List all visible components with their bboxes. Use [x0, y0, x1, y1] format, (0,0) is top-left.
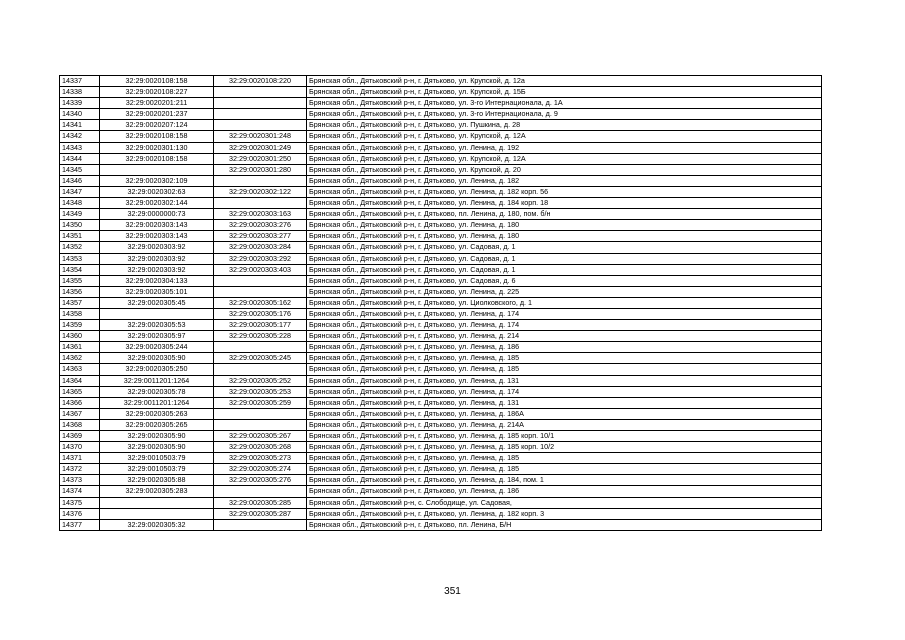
- table-row: [60, 431, 822, 442]
- row-number-cell: 14361: [60, 342, 100, 353]
- cadastral-table: [59, 75, 822, 531]
- address-cell: Брянская обл., Дятьковский р-н, г. Дятьково, ул. Садовая, д. 1: [307, 253, 822, 264]
- object-cadastral-number-cell: 32:29:0020305:162: [214, 297, 307, 308]
- object-cadastral-number-cell: [214, 364, 307, 375]
- table-row: [60, 508, 822, 519]
- row-number-cell: 14373: [60, 475, 100, 486]
- object-cadastral-number-cell: [214, 87, 307, 98]
- row-number-cell: 14366: [60, 397, 100, 408]
- table-row: [60, 320, 822, 331]
- row-number-cell: 14343: [60, 142, 100, 153]
- object-cadastral-number-cell: 32:29:0020305:177: [214, 320, 307, 331]
- address-cell: Брянская обл., Дятьковский р-н, г. Дятьково, ул. Ленина, д. 185: [307, 464, 822, 475]
- cadastral-number-cell: 32:29:0020305:283: [100, 486, 214, 497]
- object-cadastral-number-cell: [214, 342, 307, 353]
- row-number-cell: 14377: [60, 519, 100, 530]
- row-number-cell: 14362: [60, 353, 100, 364]
- row-number-cell: 14372: [60, 464, 100, 475]
- table-row: [60, 76, 822, 87]
- cadastral-number-cell: 32:29:0020201:211: [100, 98, 214, 109]
- address-cell: Брянская обл., Дятьковский р-н, г. Дятьково, ул. Ленина, д. 180: [307, 231, 822, 242]
- row-number-cell: 14340: [60, 109, 100, 120]
- row-number-cell: 14348: [60, 198, 100, 209]
- row-number-cell: 14353: [60, 253, 100, 264]
- table-row: [60, 142, 822, 153]
- object-cadastral-number-cell: 32:29:0020305:285: [214, 497, 307, 508]
- cadastral-number-cell: 32:29:0010503:79: [100, 464, 214, 475]
- object-cadastral-number-cell: 32:29:0020108:220: [214, 76, 307, 87]
- address-cell: Брянская обл., Дятьковский р-н, г. Дятьково, ул. Крупской, д. 15Б: [307, 87, 822, 98]
- address-cell: Брянская обл., Дятьковский р-н, г. Дятьково, ул. Ленина, д. 184 корп. 18: [307, 198, 822, 209]
- row-number-cell: 14367: [60, 408, 100, 419]
- table-row: [60, 164, 822, 175]
- address-cell: Брянская обл., Дятьковский р-н, г. Дятьково, ул. Ленина, д. 185: [307, 364, 822, 375]
- row-number-cell: 14337: [60, 76, 100, 87]
- cadastral-number-cell: 32:29:0020304:133: [100, 275, 214, 286]
- object-cadastral-number-cell: 32:29:0020305:268: [214, 442, 307, 453]
- address-cell: Брянская обл., Дятьковский р-н, г. Дятьково, пл. Ленина, Б/Н: [307, 519, 822, 530]
- row-number-cell: 14338: [60, 87, 100, 98]
- cadastral-number-cell: 32:29:0020108:227: [100, 87, 214, 98]
- address-cell: Брянская обл., Дятьковский р-н, г. Дятьково, ул. Ленина, д. 182: [307, 175, 822, 186]
- cadastral-number-cell: [100, 497, 214, 508]
- object-cadastral-number-cell: [214, 198, 307, 209]
- address-cell: Брянская обл., Дятьковский р-н, г. Дятьково, ул. Ленина, д. 225: [307, 286, 822, 297]
- object-cadastral-number-cell: 32:29:0020303:276: [214, 220, 307, 231]
- cadastral-number-cell: 32:29:0020303:143: [100, 220, 214, 231]
- table-row: [60, 342, 822, 353]
- table-row: [60, 353, 822, 364]
- row-number-cell: 14352: [60, 242, 100, 253]
- cadastral-number-cell: 32:29:0011201:1264: [100, 397, 214, 408]
- row-number-cell: 14339: [60, 98, 100, 109]
- table-row: [60, 308, 822, 319]
- address-cell: Брянская обл., Дятьковский р-н, г. Дятьково, ул. Ленина, д. 185 корп. 10/2: [307, 442, 822, 453]
- row-number-cell: 14370: [60, 442, 100, 453]
- object-cadastral-number-cell: [214, 419, 307, 430]
- cadastral-number-cell: 32:29:0020303:92: [100, 264, 214, 275]
- object-cadastral-number-cell: [214, 98, 307, 109]
- cadastral-number-cell: 32:29:0020305:263: [100, 408, 214, 419]
- table-row: [60, 486, 822, 497]
- cadastral-number-cell: 32:29:0020305:90: [100, 442, 214, 453]
- cadastral-number-cell: 32:29:0000000:73: [100, 209, 214, 220]
- address-cell: Брянская обл., Дятьковский р-н, г. Дятьково, ул. Ленина, д. 214А: [307, 419, 822, 430]
- address-cell: Брянская обл., Дятьковский р-н, г. Дятьково, ул. Крупской, д. 12а: [307, 76, 822, 87]
- object-cadastral-number-cell: [214, 286, 307, 297]
- row-number-cell: 14375: [60, 497, 100, 508]
- address-cell: Брянская обл., Дятьковский р-н, г. Дятьково, ул. Садовая, д. 6: [307, 275, 822, 286]
- row-number-cell: 14358: [60, 308, 100, 319]
- table-row: [60, 419, 822, 430]
- table-row: [60, 297, 822, 308]
- table-row: [60, 209, 822, 220]
- address-cell: Брянская обл., Дятьковский р-н, г. Дятьково, ул. Ленина, д. 185 корп. 10/1: [307, 431, 822, 442]
- cadastral-number-cell: 32:29:0020305:90: [100, 353, 214, 364]
- object-cadastral-number-cell: [214, 519, 307, 530]
- row-number-cell: 14350: [60, 220, 100, 231]
- row-number-cell: 14351: [60, 231, 100, 242]
- object-cadastral-number-cell: [214, 120, 307, 131]
- address-cell: Брянская обл., Дятьковский р-н, г. Дятьково, ул. Ленина, д. 214: [307, 331, 822, 342]
- row-number-cell: 14344: [60, 153, 100, 164]
- object-cadastral-number-cell: 32:29:0020301:249: [214, 142, 307, 153]
- object-cadastral-number-cell: [214, 175, 307, 186]
- address-cell: Брянская обл., Дятьковский р-н, г. Дятьково, ул. Ленина, д. 174: [307, 386, 822, 397]
- object-cadastral-number-cell: 32:29:0020305:228: [214, 331, 307, 342]
- address-cell: Брянская обл., Дятьковский р-н, г. Дятьково, ул. Ленина, д. 192: [307, 142, 822, 153]
- address-cell: Брянская обл., Дятьковский р-н, г. Дятьково, ул. Пушкина, д. 28: [307, 120, 822, 131]
- object-cadastral-number-cell: [214, 486, 307, 497]
- object-cadastral-number-cell: 32:29:0020305:245: [214, 353, 307, 364]
- address-cell: Брянская обл., Дятьковский р-н, г. Дятьково, ул. Ленина, д. 174: [307, 308, 822, 319]
- address-cell: Брянская обл., Дятьковский р-н, с. Слободище, ул. Садовая,: [307, 497, 822, 508]
- address-cell: Брянская обл., Дятьковский р-н, г. Дятьково, ул. Ленина, д. 185: [307, 453, 822, 464]
- cadastral-number-cell: 32:29:0020305:97: [100, 331, 214, 342]
- cadastral-number-cell: 32:29:0020305:244: [100, 342, 214, 353]
- table-row: [60, 253, 822, 264]
- address-cell: Брянская обл., Дятьковский р-н, г. Дятьково, ул. Ленина, д. 186: [307, 486, 822, 497]
- object-cadastral-number-cell: 32:29:0020305:274: [214, 464, 307, 475]
- row-number-cell: 14360: [60, 331, 100, 342]
- cadastral-number-cell: 32:29:0020305:250: [100, 364, 214, 375]
- cadastral-number-cell: 32:29:0020201:237: [100, 109, 214, 120]
- table-row: [60, 286, 822, 297]
- row-number-cell: 14364: [60, 375, 100, 386]
- object-cadastral-number-cell: 32:29:0020302:122: [214, 186, 307, 197]
- address-cell: Брянская обл., Дятьковский р-н, г. Дятьково, ул. Ленина, д. 186А: [307, 408, 822, 419]
- table-row: [60, 87, 822, 98]
- cadastral-number-cell: 32:29:0020108:158: [100, 153, 214, 164]
- address-cell: Брянская обл., Дятьковский р-н, г. Дятьково, ул. Ленина, д. 174: [307, 320, 822, 331]
- object-cadastral-number-cell: 32:29:0020305:287: [214, 508, 307, 519]
- table-row: [60, 186, 822, 197]
- address-cell: Брянская обл., Дятьковский р-н, г. Дятьково, ул. 3-го Интернационала, д. 9: [307, 109, 822, 120]
- address-cell: Брянская обл., Дятьковский р-н, г. Дятьково, ул. 3-го Интернационала, д. 1А: [307, 98, 822, 109]
- row-number-cell: 14355: [60, 275, 100, 286]
- table-row: [60, 264, 822, 275]
- row-number-cell: 14359: [60, 320, 100, 331]
- object-cadastral-number-cell: 32:29:0020305:273: [214, 453, 307, 464]
- table-row: [60, 397, 822, 408]
- address-cell: Брянская обл., Дятьковский р-н, г. Дятьково, ул. Ленина, д. 185: [307, 353, 822, 364]
- cadastral-number-cell: 32:29:0020301:130: [100, 142, 214, 153]
- address-cell: Брянская обл., Дятьковский р-н, г. Дятьково, ул. Ленина, д. 182 корп. 56: [307, 186, 822, 197]
- row-number-cell: 14347: [60, 186, 100, 197]
- row-number-cell: 14346: [60, 175, 100, 186]
- cadastral-number-cell: [100, 164, 214, 175]
- cadastral-number-cell: [100, 508, 214, 519]
- table-row: [60, 364, 822, 375]
- table-row: [60, 464, 822, 475]
- object-cadastral-number-cell: 32:29:0020305:253: [214, 386, 307, 397]
- object-cadastral-number-cell: 32:29:0020303:403: [214, 264, 307, 275]
- object-cadastral-number-cell: 32:29:0020301:248: [214, 131, 307, 142]
- address-cell: Брянская обл., Дятьковский р-н, г. Дятьково, ул. Крупской, д. 12А: [307, 131, 822, 142]
- object-cadastral-number-cell: [214, 109, 307, 120]
- object-cadastral-number-cell: 32:29:0020305:252: [214, 375, 307, 386]
- row-number-cell: 14349: [60, 209, 100, 220]
- cadastral-number-cell: 32:29:0020302:109: [100, 175, 214, 186]
- row-number-cell: 14365: [60, 386, 100, 397]
- object-cadastral-number-cell: [214, 275, 307, 286]
- cadastral-number-cell: 32:29:0020303:92: [100, 253, 214, 264]
- address-cell: Брянская обл., Дятьковский р-н, г. Дятьково, ул. Крупской, д. 12А: [307, 153, 822, 164]
- row-number-cell: 14356: [60, 286, 100, 297]
- cadastral-number-cell: 32:29:0020108:158: [100, 131, 214, 142]
- address-cell: Брянская обл., Дятьковский р-н, г. Дятьково, ул. Ленина, д. 186: [307, 342, 822, 353]
- cadastral-number-cell: 32:29:0020207:124: [100, 120, 214, 131]
- table-row: [60, 275, 822, 286]
- cadastral-number-cell: 32:29:0020302:144: [100, 198, 214, 209]
- row-number-cell: 14371: [60, 453, 100, 464]
- address-cell: Брянская обл., Дятьковский р-н, г. Дятьково, ул. Садовая, д. 1: [307, 264, 822, 275]
- table-row: [60, 220, 822, 231]
- table-row: [60, 331, 822, 342]
- address-cell: Брянская обл., Дятьковский р-н, г. Дятьково, ул. Ленина, д. 131: [307, 375, 822, 386]
- cadastral-number-cell: 32:29:0020305:32: [100, 519, 214, 530]
- object-cadastral-number-cell: 32:29:0020303:163: [214, 209, 307, 220]
- table-row: [60, 98, 822, 109]
- cadastral-number-cell: [100, 308, 214, 319]
- object-cadastral-number-cell: 32:29:0020301:280: [214, 164, 307, 175]
- cadastral-number-cell: 32:29:0020303:92: [100, 242, 214, 253]
- table-row: [60, 109, 822, 120]
- row-number-cell: 14374: [60, 486, 100, 497]
- table-row: [60, 408, 822, 419]
- object-cadastral-number-cell: 32:29:0020303:292: [214, 253, 307, 264]
- table-row: [60, 475, 822, 486]
- row-number-cell: 14357: [60, 297, 100, 308]
- page-number: 351: [444, 586, 461, 597]
- table-row: [60, 386, 822, 397]
- table-row: [60, 453, 822, 464]
- table-body: [60, 76, 822, 531]
- cadastral-number-cell: 32:29:0020305:101: [100, 286, 214, 297]
- object-cadastral-number-cell: 32:29:0020303:284: [214, 242, 307, 253]
- table-row: [60, 120, 822, 131]
- cadastral-number-cell: 32:29:0011201:1264: [100, 375, 214, 386]
- object-cadastral-number-cell: 32:29:0020305:267: [214, 431, 307, 442]
- table-row: [60, 198, 822, 209]
- table-row: [60, 175, 822, 186]
- object-cadastral-number-cell: 32:29:0020301:250: [214, 153, 307, 164]
- object-cadastral-number-cell: [214, 408, 307, 419]
- cadastral-number-cell: 32:29:0020305:45: [100, 297, 214, 308]
- table-row: [60, 375, 822, 386]
- table-row: [60, 131, 822, 142]
- object-cadastral-number-cell: 32:29:0020305:276: [214, 475, 307, 486]
- object-cadastral-number-cell: 32:29:0020303:277: [214, 231, 307, 242]
- table-row: [60, 442, 822, 453]
- object-cadastral-number-cell: 32:29:0020305:259: [214, 397, 307, 408]
- row-number-cell: 14354: [60, 264, 100, 275]
- row-number-cell: 14376: [60, 508, 100, 519]
- row-number-cell: 14368: [60, 419, 100, 430]
- address-cell: Брянская обл., Дятьковский р-н, г. Дятьково, ул. Ленина, д. 182 корп. 3: [307, 508, 822, 519]
- table-row: [60, 242, 822, 253]
- address-cell: Брянская обл., Дятьковский р-н, г. Дятьково, пл. Ленина, д. 180, пом. б/н: [307, 209, 822, 220]
- cadastral-number-cell: 32:29:0020305:53: [100, 320, 214, 331]
- cadastral-number-cell: 32:29:0020305:90: [100, 431, 214, 442]
- cadastral-number-cell: 32:29:0020302:63: [100, 186, 214, 197]
- table-row: [60, 231, 822, 242]
- address-cell: Брянская обл., Дятьковский р-н, г. Дятьково, ул. Крупской, д. 20: [307, 164, 822, 175]
- address-cell: Брянская обл., Дятьковский р-н, г. Дятьково, ул. Садовая, д. 1: [307, 242, 822, 253]
- row-number-cell: 14369: [60, 431, 100, 442]
- table-row: [60, 153, 822, 164]
- row-number-cell: 14341: [60, 120, 100, 131]
- cadastral-number-cell: 32:29:0020305:265: [100, 419, 214, 430]
- address-cell: Брянская обл., Дятьковский р-н, г. Дятьково, ул. Ленина, д. 184, пом. 1: [307, 475, 822, 486]
- cadastral-number-cell: 32:29:0020303:143: [100, 231, 214, 242]
- cadastral-number-cell: 32:29:0020305:78: [100, 386, 214, 397]
- address-cell: Брянская обл., Дятьковский р-н, г. Дятьково, ул. Циолковского, д. 1: [307, 297, 822, 308]
- row-number-cell: 14345: [60, 164, 100, 175]
- table-row: [60, 519, 822, 530]
- row-number-cell: 14342: [60, 131, 100, 142]
- row-number-cell: 14363: [60, 364, 100, 375]
- address-cell: Брянская обл., Дятьковский р-н, г. Дятьково, ул. Ленина, д. 131: [307, 397, 822, 408]
- address-cell: Брянская обл., Дятьковский р-н, г. Дятьково, ул. Ленина, д. 180: [307, 220, 822, 231]
- table-row: [60, 497, 822, 508]
- cadastral-number-cell: 32:29:0020305:88: [100, 475, 214, 486]
- cadastral-number-cell: 32:29:0010503:79: [100, 453, 214, 464]
- cadastral-number-cell: 32:29:0020108:158: [100, 76, 214, 87]
- object-cadastral-number-cell: 32:29:0020305:176: [214, 308, 307, 319]
